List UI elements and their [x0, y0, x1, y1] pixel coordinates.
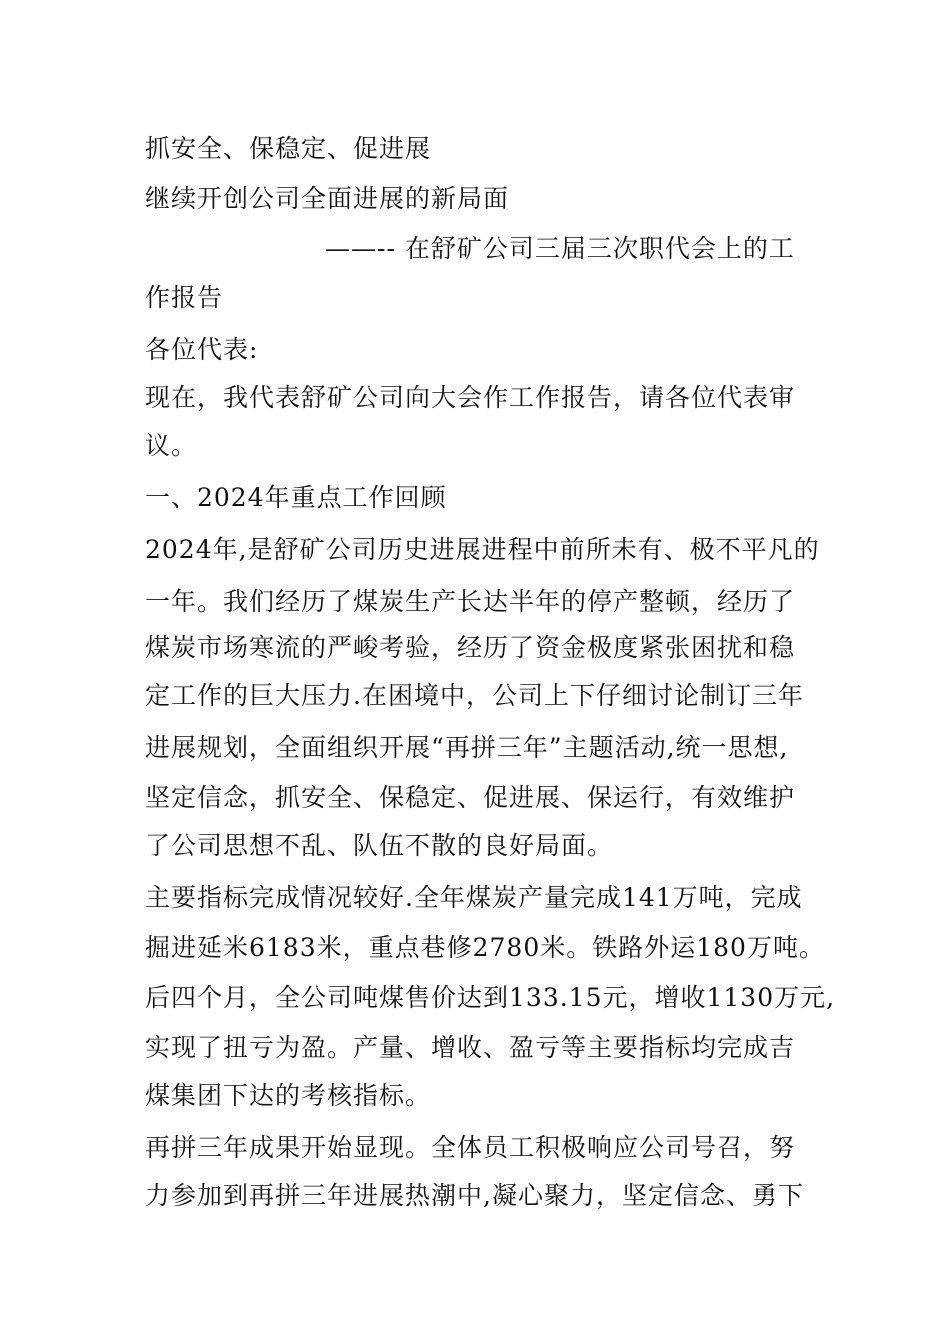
title-line-2: 继续开创公司全面进展的新局面 — [145, 184, 510, 213]
paragraph-line: 煤炭市场寒流的严峻考验，经历了资金极度紧张困扰和稳 — [145, 633, 796, 662]
intro-line: 议。 — [145, 431, 198, 460]
paragraph-line: 力参加到再拼三年进展热潮中,凝心聚力，坚定信念、勇下 — [145, 1181, 804, 1210]
section-heading: 一、2024年重点工作回顾 — [145, 483, 447, 512]
intro-line: 现在，我代表舒矿公司向大会作工作报告，请各位代表审 — [145, 383, 796, 412]
paragraph-line: 再拼三年成果开始显现。全体员工积极响应公司号召，努 — [145, 1133, 796, 1162]
paragraph-line: 实现了扭亏为盈。产量、增收、盈亏等主要指标均完成吉 — [145, 1033, 796, 1062]
paragraph-line: 一年。我们经历了煤炭生产长达半年的停产整顿，经历了 — [145, 587, 796, 616]
paragraph-line: 后四个月，全公司吨煤售价达到133.15元，增收1130万元, — [145, 983, 836, 1012]
paragraph-line: 进展规划，全面组织开展“再拼三年”主题活动,统一思想, — [145, 733, 789, 762]
paragraph-line: 2024年,是舒矿公司历史进展进程中前所未有、极不平凡的 — [145, 535, 820, 564]
paragraph-line: 了公司思想不乱、队伍不散的良好局面。 — [145, 831, 614, 860]
paragraph-line: 掘进延米6183米，重点巷修2780米。铁路外运180万吨。 — [145, 933, 825, 962]
paragraph-line: 坚定信念，抓安全、保稳定、促进展、保运行，有效维护 — [145, 783, 796, 812]
paragraph-line: 煤集团下达的考核指标。 — [145, 1081, 432, 1110]
report-byline: ——-- 在舒矿公司三届三次职代会上的工 — [325, 234, 795, 263]
report-byline-continuation: 作报告 — [145, 283, 224, 312]
title-line-1: 抓安全、保稳定、促进展 — [145, 134, 432, 163]
salutation: 各位代表: — [145, 335, 259, 364]
paragraph-line: 主要指标完成情况较好.全年煤炭产量完成141万吨，完成 — [145, 883, 803, 912]
paragraph-line: 定工作的巨大压力.在困境中，公司上下仔细讨论制订三年 — [145, 681, 804, 710]
